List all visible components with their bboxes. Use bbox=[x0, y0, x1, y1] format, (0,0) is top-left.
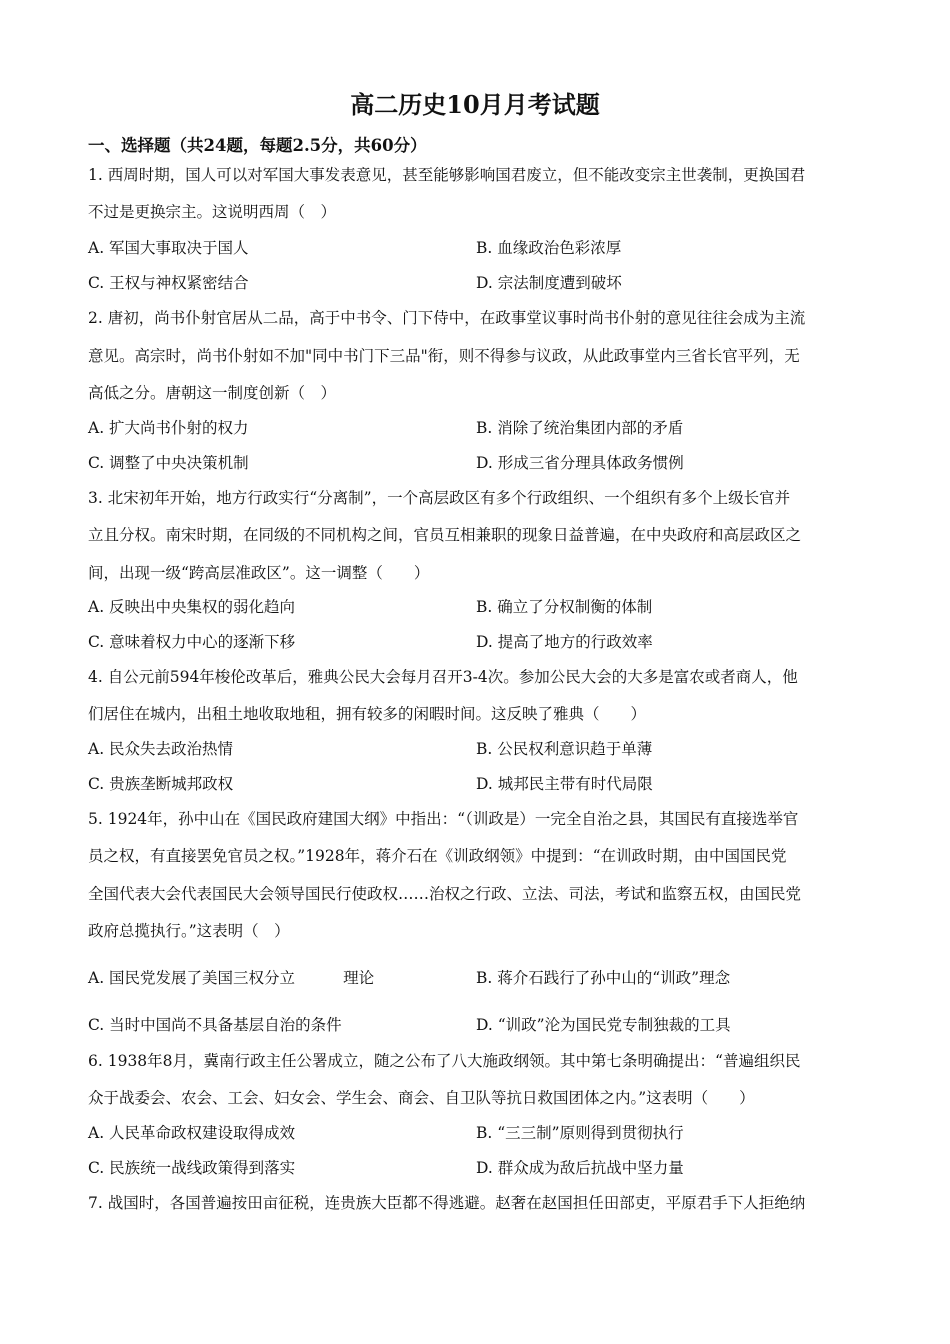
q1-option-a: A. 军国大事取决于国人 bbox=[88, 239, 249, 257]
q5-line-1: 5. 1924年，孙中山在《国民政府建国大纲》中指出：“（训政是）一完全自治之县，其国民有直接选举官 bbox=[88, 810, 799, 828]
q6-line-1: 6. 1938年8月，冀南行政主任公署成立，随之公布了八大施政纲领。其中第七条明确提出：“普遍组织民 bbox=[88, 1052, 801, 1070]
q2-line-1: 2. 唐初，尚书仆射官居从二品，高于中书令、门下侍中，在政事堂议事时尚书仆射的意见往往会成为主流 bbox=[88, 309, 806, 327]
q6-option-b: B. “三三制”原则得到贯彻执行 bbox=[476, 1124, 684, 1142]
page-title: 高二历史10月月考试题 bbox=[350, 90, 600, 119]
q2-option-c: C. 调整了中央决策机制 bbox=[88, 454, 249, 472]
q6-option-a: A. 人民革命政权建设取得成效 bbox=[88, 1124, 296, 1142]
q2-line-3: 高低之分。唐朝这一制度创新（ ） bbox=[88, 384, 337, 402]
q4-option-b: B. 公民权利意识趋于单薄 bbox=[476, 740, 653, 758]
q2-option-b: B. 消除了统治集团内部的矛盾 bbox=[476, 419, 684, 437]
q5-line-4: 政府总揽执行。”这表明（ ） bbox=[88, 922, 290, 940]
q1-option-c: C. 王权与神权紧密结合 bbox=[88, 274, 249, 292]
q4-option-d: D. 城邦民主带有时代局限 bbox=[476, 775, 653, 793]
q5-option-a bbox=[88, 966, 374, 990]
q5-option-b: B. 蒋介石践行了孙中山的“训政”理念 bbox=[476, 969, 731, 987]
q3-line-3: 间，出现一级“跨高层准政区”。这一调整（ ） bbox=[88, 564, 430, 582]
q3-option-d: D. 提高了地方的行政效率 bbox=[476, 633, 653, 651]
q4-option-c: C. 贵族垄断城邦政权 bbox=[88, 775, 234, 793]
q5-option-c: C. 当时中国尚不具备基层自治的条件 bbox=[88, 1016, 342, 1034]
q2-option-a: A. 扩大尚书仆射的权力 bbox=[88, 419, 249, 437]
q4-option-a: A. 民众失去政治热情 bbox=[88, 740, 234, 758]
q3-line-1: 3. 北宋初年开始，地方行政实行“分离制”，一个高层政区有多个行政组织、一个组织有多个上级长官并 bbox=[88, 489, 791, 507]
q6-line-2: 众于战委会、农会、工会、妇女会、学生会、商会、自卫队等抗日救国团体之内。”这表明（ ） bbox=[88, 1089, 755, 1107]
q3-option-b: B. 确立了分权制衡的体制 bbox=[476, 598, 653, 616]
q1-line-1: 1. 西周时期，国人可以对军国大事发表意见，甚至能够影响国君废立，但不能改变宗主世袭制，更换国君 bbox=[88, 166, 806, 184]
q6-option-d: D. 群众成为敌后抗战中坚力量 bbox=[476, 1159, 684, 1177]
q1-option-b: B. 血缘政治色彩浓厚 bbox=[476, 239, 622, 257]
q5-line-3: 全国代表大会代表国民大会领导国民行使政权……治权之行政、立法、司法，考试和监察五权，由国民党 bbox=[88, 885, 802, 903]
q2-option-d: D. 形成三省分理具体政务惯例 bbox=[476, 454, 684, 472]
section-heading: 一、选择题（共24题，每题2.5分，共60分） bbox=[88, 136, 427, 155]
q7-line-1: 7. 战国时，各国普遍按田亩征税，连贵族大臣都不得逃避。赵奢在赵国担任田部吏，平原君手下人拒绝纳 bbox=[88, 1194, 806, 1212]
q5-option-a-part2: 理论 bbox=[343, 969, 375, 987]
q5-option-d: D. “训政”沦为国民党专制独裁的工具 bbox=[476, 1016, 731, 1034]
q3-option-c: C. 意味着权力中心的逐渐下移 bbox=[88, 633, 296, 651]
q4-line-2: 们居住在城内，出租土地收取地租，拥有较多的闲暇时间。这反映了雅典（ ） bbox=[88, 705, 647, 723]
q2-line-2: 意见。高宗时，尚书仆射如不加"同中书门下三品"衔，则不得参与议政，从此政事堂内三省长官平列，无 bbox=[88, 347, 800, 365]
q3-line-2: 立且分权。南宋时期，在同级的不同机构之间，官员互相兼职的现象日益普遍，在中央政府和高层政区之 bbox=[88, 526, 802, 544]
q1-option-d: D. 宗法制度遭到破坏 bbox=[476, 274, 622, 292]
q4-line-1: 4. 自公元前594年梭伦改革后，雅典公民大会每月召开3-4次。参加公民大会的大多是富农或者商人，他 bbox=[88, 668, 798, 686]
q1-line-2: 不过是更换宗主。这说明西周（ ） bbox=[88, 203, 337, 221]
q5-option-a-part1: A. 国民党发展了美国三权分立 bbox=[88, 969, 296, 987]
q5-line-2: 员之权，有直接罢免官员之权。”1928年，蒋介石在《训政纲领》中提到：“在训政时期，由中国国民党 bbox=[88, 847, 787, 865]
q3-option-a: A. 反映出中央集权的弱化趋向 bbox=[88, 598, 296, 616]
q6-option-c: C. 民族统一战线政策得到落实 bbox=[88, 1159, 296, 1177]
